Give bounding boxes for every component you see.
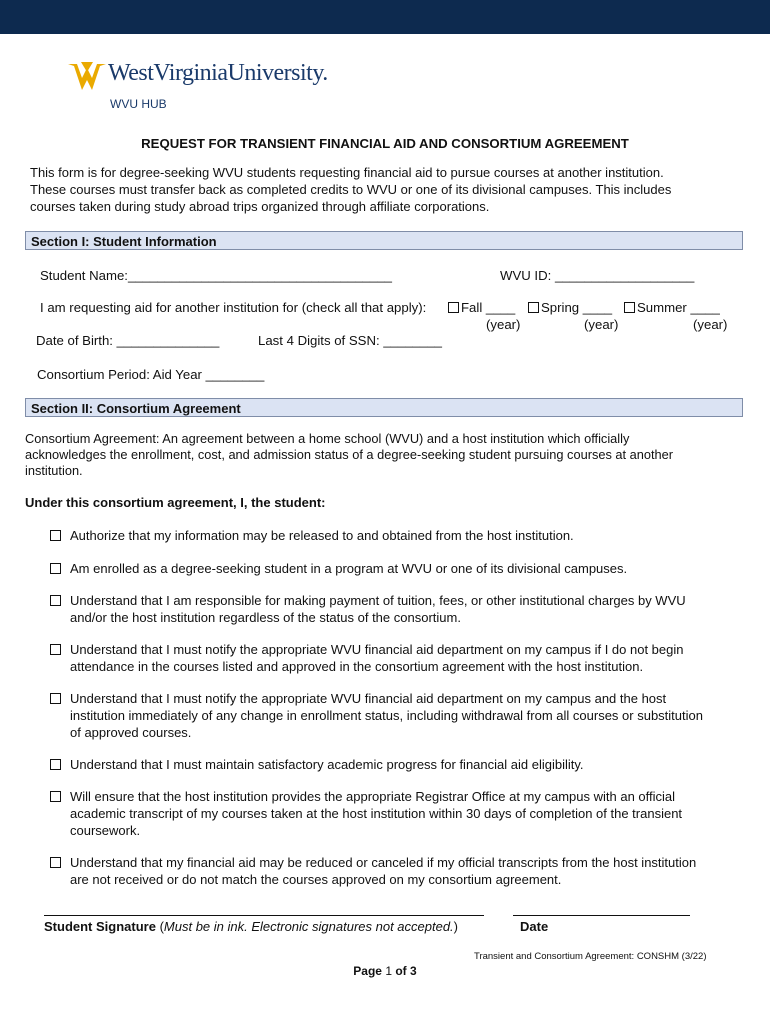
page-of: of	[395, 964, 407, 978]
page-number	[0, 964, 770, 978]
agreement-lead: Under this consortium agreement, I, the student:	[25, 495, 326, 510]
signature-label: Student Signature	[44, 919, 156, 934]
page-prefix: Page	[353, 964, 382, 978]
date-label: Date	[520, 919, 549, 934]
agreement-line: Understand that I must notify the appropriate WVU financial aid department on my campus and the host	[70, 691, 667, 706]
agreement-text	[70, 788, 748, 839]
spring-option[interactable]	[528, 300, 612, 315]
consortium-definition	[25, 431, 740, 479]
agreement-item	[48, 788, 748, 839]
signature-note: Must be in ink. Electronic signatures not accepted.	[163, 919, 454, 934]
agreement-item	[48, 527, 748, 544]
agreement-item	[48, 756, 748, 773]
request-label: I am requesting aid for another institution for (check all that apply):	[40, 300, 427, 315]
agreement-text	[70, 641, 748, 675]
agreement-item	[48, 592, 748, 626]
agreement-text	[70, 560, 748, 577]
agreement-line: Will ensure that the host institution provides the appropriate Registrar Office at my campus with an official	[70, 789, 676, 804]
agreement-item	[48, 560, 748, 577]
fall-checkbox[interactable]	[448, 302, 459, 313]
agreement-checkbox[interactable]	[50, 857, 61, 868]
student-name-field[interactable]: Student Name:____________________________________	[40, 268, 392, 283]
intro-paragraph	[30, 164, 730, 215]
ssn-last4-field[interactable]: Last 4 Digits of SSN: ________	[258, 333, 443, 348]
agreement-line: and/or the host institution regardless of the status of the consortium.	[70, 610, 461, 625]
date-of-birth-field[interactable]: Date of Birth: ______________	[36, 333, 220, 348]
agreement-line: Understand that I must notify the appropriate WVU financial aid department on my campus if I do not begin	[70, 642, 684, 657]
agreement-line: attendance in the courses listed and approved in the consortium agreement with the host institution.	[70, 659, 644, 674]
signature-line[interactable]	[44, 915, 484, 916]
form-code: Transient and Consortium Agreement: CONSHM (3/22)	[474, 951, 707, 962]
fall-label: Fall ____	[461, 300, 516, 315]
agreement-checkbox[interactable]	[50, 644, 61, 655]
intro-line: These courses must transfer back as completed credits to WVU or one of its divisional campuses. This includes	[30, 182, 672, 197]
definition-line: acknowledges the enrollment, cost, and admission status of a degree-seeking student pursuing courses at another	[25, 447, 674, 462]
agreement-line: Understand that I am responsible for making payment of tuition, fees, or other institutional charges by WVU	[70, 593, 686, 608]
flying-wv-icon	[68, 62, 108, 94]
summer-option[interactable]	[624, 300, 720, 315]
university-name: WestVirginiaUniversity.	[108, 60, 328, 86]
agreement-checkbox[interactable]	[50, 791, 61, 802]
agreement-line: of approved courses.	[70, 725, 192, 740]
intro-line: This form is for degree-seeking WVU students requesting financial aid to pursue courses at another institution.	[30, 165, 664, 180]
agreement-checkbox[interactable]	[50, 563, 61, 574]
intro-line: courses taken during study abroad trips organized through affiliate corporations.	[30, 199, 490, 214]
agreement-checkbox[interactable]	[50, 530, 61, 541]
agreement-line: academic transcript of my courses taken at the host institution within 30 days of completion of the transient	[70, 806, 683, 821]
agreement-text	[70, 690, 748, 741]
top-brand-bar	[0, 0, 770, 34]
agreement-item	[48, 854, 748, 888]
agreement-checkbox[interactable]	[50, 595, 61, 606]
date-line[interactable]	[513, 915, 690, 916]
agreement-line: Am enrolled as a degree-seeking student in a program at WVU or one of its divisional campuses.	[70, 561, 628, 576]
summer-label: Summer ____	[637, 300, 720, 315]
agreement-line: institution immediately of any change in enrollment status, including withdrawal from all courses or substitution	[70, 708, 703, 723]
hub-label: WVU HUB	[110, 97, 167, 111]
agreement-line: Understand that my financial aid may be reduced or canceled if my official transcripts from the host institution	[70, 855, 697, 870]
definition-line: institution.	[25, 463, 83, 478]
spring-checkbox[interactable]	[528, 302, 539, 313]
summer-year-caption: (year)	[693, 317, 728, 332]
wvu-id-field[interactable]: WVU ID: ___________________	[500, 268, 695, 283]
consortium-period-field[interactable]: Consortium Period: Aid Year ________	[37, 367, 265, 382]
fall-option[interactable]	[448, 300, 515, 315]
signature-caption: Student Signature (Must be in ink. Electronic signatures not accepted.)	[44, 919, 459, 934]
agreement-text	[70, 756, 748, 773]
agreement-line: coursework.	[70, 823, 141, 838]
agreement-line: Understand that I must maintain satisfactory academic progress for financial aid eligibility.	[70, 757, 584, 772]
spring-label: Spring ____	[541, 300, 613, 315]
section-1-heading: Section I: Student Information	[25, 231, 743, 250]
spring-year-caption: (year)	[584, 317, 619, 332]
agreement-checkbox[interactable]	[50, 693, 61, 704]
page-current: 1	[385, 964, 392, 978]
agreement-item	[48, 641, 748, 675]
agreement-text	[70, 527, 748, 544]
section-2-heading: Section II: Consortium Agreement	[25, 398, 743, 417]
agreement-line: are not received or do not match the courses approved on my consortium agreement.	[70, 872, 562, 887]
agreement-text	[70, 854, 748, 888]
page-total: 3	[410, 964, 417, 978]
form-title: REQUEST FOR TRANSIENT FINANCIAL AID AND CONSORTIUM AGREEMENT	[141, 136, 629, 151]
definition-line: Consortium Agreement: An agreement between a home school (WVU) and a host institution which officially	[25, 431, 630, 446]
agreement-checkbox[interactable]	[50, 759, 61, 770]
summer-checkbox[interactable]	[624, 302, 635, 313]
agreement-line: Authorize that my information may be released to and obtained from the host institution.	[70, 528, 574, 543]
agreement-text	[70, 592, 748, 626]
fall-year-caption: (year)	[486, 317, 521, 332]
agreement-item	[48, 690, 748, 741]
